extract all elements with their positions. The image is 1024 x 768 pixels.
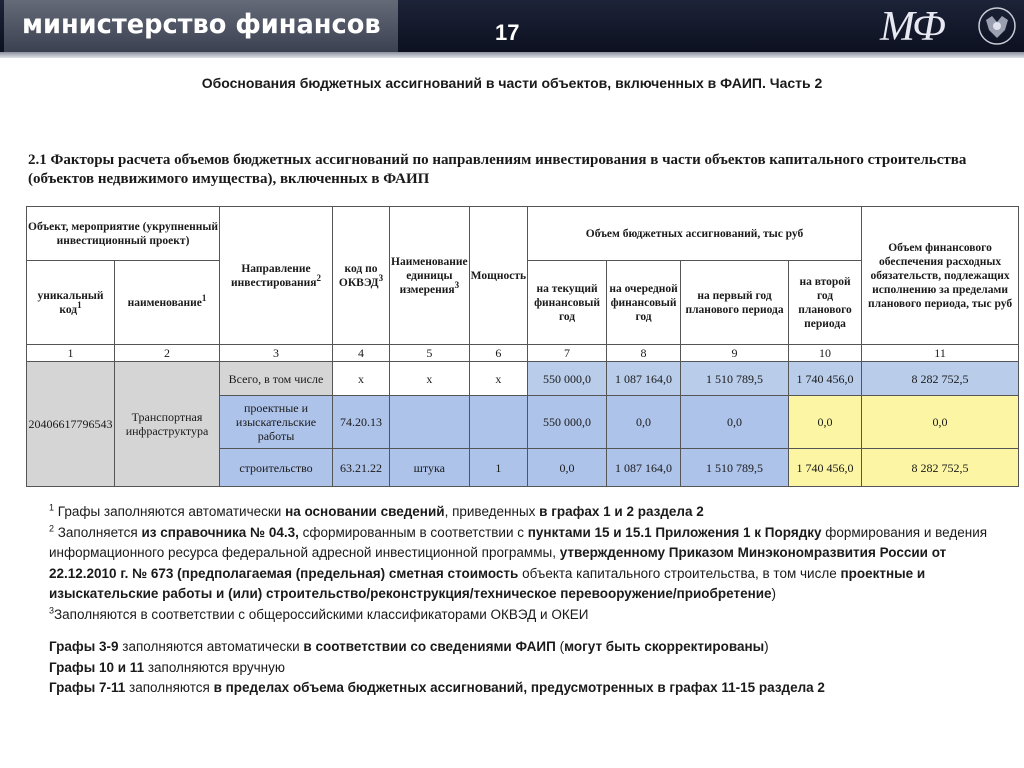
page-number: 17 [495,20,520,45]
header-okved: код по ОКВЭД$^3$ [333,207,390,345]
row-capacity: 1 [469,449,527,487]
column-number: 11 [862,345,1019,362]
column-number: 1 [27,345,115,362]
footnote-3: $^3$Заполняются в соответствии с общероссийскими классификаторами ОКВЭД и ОКЕИ [49,605,589,622]
row-value-7: 550 000,0 [528,396,607,449]
row-unit [390,396,470,449]
ministry-logo: МФ [880,4,944,50]
header-underline [0,52,1024,58]
object-code: 20406617796543 [27,362,115,487]
column-number: 9 [681,345,789,362]
budget-table [26,206,1019,487]
row-value-9: 0,0 [681,396,789,449]
header-first-plan-year: на первый год планового периода [681,261,789,345]
row-value-8: 1 087 164,0 [607,362,681,396]
row-value-8: 0,0 [607,396,681,449]
note-columns-10-11: Графы 10 и 11 заполняются вручную [49,659,286,675]
row-direction: проектные и изыскательские работы [220,396,333,449]
object-name: Транспортная инфраструктура [115,362,220,487]
row-value-10: 1 740 456,0 [789,362,862,396]
row-unit: штука [390,449,470,487]
header-unique-code: уникальный код$^1$ [27,261,115,345]
row-capacity: х [469,362,527,396]
note-columns-7-11: Графы 7-11 заполняются в пределах объема бюджетных ассигнований, предусмотренных в графах 11-15 раздела 2 [49,680,825,695]
column-number: 7 [528,345,607,362]
column-number: 3 [220,345,333,362]
header-volume: Объем бюджетных ассигнований, тыс руб [528,207,862,261]
row-direction: строительство [220,449,333,487]
row-value-11: 0,0 [862,396,1019,449]
header-second-plan-year: на второй год планового периода [789,261,862,345]
row-value-10: 0,0 [789,396,862,449]
row-unit: х [390,362,470,396]
header-capacity: Мощность [469,207,527,345]
row-okved: х [333,362,390,396]
slide-header [0,0,1024,52]
header-object: Объект, мероприятие (укрупненный инвестиционный проект) [27,207,220,261]
header-next-year: на очередной финансовый год [607,261,681,345]
header-direction: Направление инвестирования$^2$ [220,207,333,345]
column-number: 6 [469,345,527,362]
column-number: 5 [390,345,470,362]
column-number: 10 [789,345,862,362]
row-value-11: 8 282 752,5 [862,449,1019,487]
eagle-emblem-icon [976,4,1018,48]
column-number: 8 [607,345,681,362]
column-number: 4 [333,345,390,362]
row-value-9: 1 510 789,5 [681,362,789,396]
footnote-1: $^1$ Графы заполняются автоматически на основании сведений, приведенных в графах 1 и 2 раздела 2 [49,502,704,519]
row-okved: 63.21.22 [333,449,390,487]
note-columns-3-9: Графы 3-9 заполняются автоматически в соответствии со сведениями ФАИП (могут быть скорректированы) [49,639,769,654]
section-subtitle: 2.1 Факторы расчета объемов бюджетных ассигнований по направлениям инвестирования в части объектов капитального строительства (объектов недвижимого имущества), включенных в ФАИП [28,152,967,187]
row-value-7: 0,0 [528,449,607,487]
row-direction: Всего, в том числе [220,362,333,396]
header-obligations: Объем финансового обеспечения расходных обязательств, подлежащих исполнению за пределами планового периода, тыс руб [862,207,1019,345]
page-title: Обоснования бюджетных ассигнований в части объектов, включенных в ФАИП. Часть 2 [201,75,823,91]
ministry-title: министерство финансов [22,9,381,40]
footnotes [49,502,1009,699]
row-value-8: 1 087 164,0 [607,449,681,487]
ministry-banner [4,0,398,52]
row-okved: 74.20.13 [333,396,390,449]
row-capacity [469,396,527,449]
header-unit: Наименование единицы измерения$^3$ [390,207,470,345]
table-row [27,362,1019,396]
column-number: 2 [115,345,220,362]
row-value-7: 550 000,0 [528,362,607,396]
row-value-9: 1 510 789,5 [681,449,789,487]
row-value-11: 8 282 752,5 [862,362,1019,396]
header-name: наименование$^1$ [115,261,220,345]
footnote-2: $^2$ Заполняется из справочника № 04.3, сформированным в соответствии с пунктами 15 и 15.1 Приложения 1 к Порядку формирования и ведения информационного ресурса федеральной адресной инвестиционной программы, утвержденному Приказом Минэкономразвития России от 22.12.2010 г. № 673 (предполагаемая (предельная) сметная стоимость объекта капитального строительства, в том числе проектные и изыскательские работы и (или) строительство/реконструкция/техническое перевооружение/приобретение) [49,523,988,601]
row-value-10: 1 740 456,0 [789,449,862,487]
header-current-year: на текущий финансовый год [528,261,607,345]
